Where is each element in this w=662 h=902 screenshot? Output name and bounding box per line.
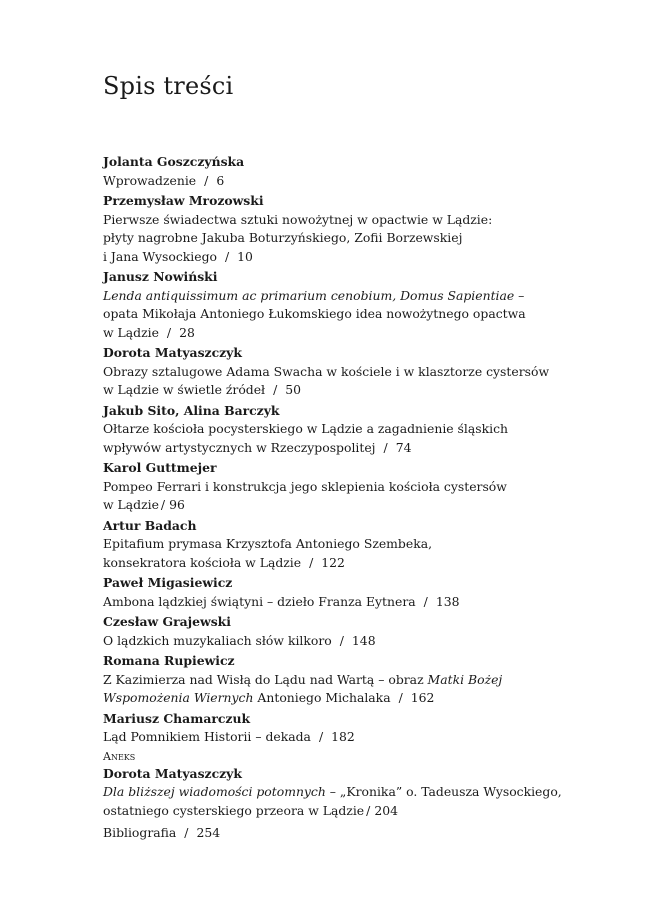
entry-title-line <box>103 728 623 747</box>
entry-title: w Lądzie w świetle źródeł <box>103 382 266 397</box>
entry-title-line: płyty nagrobne Jakuba Boturzyńskiego, Zofii Borzewskiej <box>103 230 463 245</box>
entry-title-line <box>103 593 623 612</box>
entry-title-line <box>103 632 623 651</box>
entry-title: ostatniego cysterskiego przeora w Lądzie <box>103 802 365 818</box>
entry-page: 254 <box>196 825 221 840</box>
toc-entry <box>103 268 623 342</box>
entry-title: konsekratora kościoła w Lądzie <box>103 554 302 570</box>
page-separator: / <box>166 324 172 340</box>
entry-author: Romana Rupiewicz <box>103 653 235 668</box>
page-separator: / <box>318 729 324 744</box>
toc-entry <box>103 765 623 821</box>
entry-title: Z Kazimierza nad Wisłą do Lądu nad Wartą – obraz <box>103 671 428 687</box>
page-separator: / <box>273 382 278 397</box>
entry-title-line <box>103 689 623 708</box>
entry-title-dash: – <box>514 287 525 303</box>
entry-title: Antoniego Michalaka <box>253 690 391 705</box>
entry-page: 10 <box>237 248 253 264</box>
table-of-contents <box>103 153 623 845</box>
entry-page: 96 <box>169 497 185 512</box>
entry-title-line: Ołtarze kościoła pocysterskiego w Lądzie a zagadnienie śląskich <box>103 421 509 436</box>
entry-author: Dorota Matyaszczyk <box>103 345 242 360</box>
entry-author: Mariusz Chamarczuk <box>103 710 251 726</box>
entry-author: Karol Guttmejer <box>103 460 217 475</box>
page-title: Spis treści <box>103 72 234 100</box>
page-separator: / <box>339 632 344 648</box>
entry-title: w Lądzie <box>103 497 159 512</box>
page-separator: / <box>160 497 166 512</box>
page-separator: / <box>184 825 189 840</box>
entry-title: Ambona lądzkiej świątyni – dzieło Franza Eytnera <box>103 593 416 609</box>
entry-author: Przemysław Mrozowski <box>103 193 264 208</box>
entry-page: 162 <box>410 690 435 705</box>
entry-page: 28 <box>179 324 195 340</box>
entry-title-line <box>103 172 623 191</box>
section-heading: Aneks <box>103 749 136 763</box>
entry-page: 6 <box>216 172 225 188</box>
entry-title: – „Kronika” o. Tadeusza Wysockiego, <box>325 784 562 799</box>
page-separator: / <box>383 439 388 455</box>
entry-title: wpływów artystycznych w Rzeczypospolitej <box>103 439 376 455</box>
entry-title-line <box>103 554 623 573</box>
entry-title-italic: Wspomożenia Wiernych <box>103 690 254 705</box>
entry-title-line <box>103 496 623 515</box>
toc-entry <box>103 517 623 573</box>
entry-title-line <box>103 671 623 690</box>
entry-title: O lądzkich muzykaliach słów kilkoro <box>103 632 332 648</box>
page-separator: / <box>366 802 371 818</box>
entry-title-line: Pompeo Ferrari i konstrukcja jego sklepienia kościoła cystersów <box>103 478 507 494</box>
entry-page: 204 <box>374 802 398 818</box>
entry-title-line <box>103 324 623 343</box>
toc-entry <box>103 344 623 400</box>
toc-entry <box>103 613 623 650</box>
entry-title-line <box>103 287 623 306</box>
toc-entry <box>103 192 623 266</box>
entry-author: Janusz Nowiński <box>103 269 218 284</box>
entry-title-line: Pierwsze świadectwa sztuki nowożytnej w opactwie w Lądzie: <box>103 211 493 227</box>
entry-page: 50 <box>285 382 302 397</box>
page-separator: / <box>398 690 403 705</box>
entry-title-line <box>103 248 623 267</box>
entry-title-italic: Lenda antiquissimum ac primarium cenobium, Domus Sapientiae <box>103 287 515 303</box>
entry-title-line <box>103 381 623 400</box>
toc-entry <box>103 652 623 708</box>
entry-title-italic: Dla bliższej wiadomości potomnych <box>103 784 326 799</box>
entry-title-line: Obrazy sztalugowe Adama Swacha w kościele i w klasztorze cystersów <box>103 363 550 379</box>
page-separator: / <box>423 593 428 609</box>
entry-title: i Jana Wysockiego <box>103 248 217 264</box>
entry-page: 148 <box>351 632 376 648</box>
page-separator: / <box>309 554 314 570</box>
entry-title: Wprowadzenie <box>103 172 197 188</box>
entry-title-line <box>103 439 623 458</box>
entry-title-line <box>103 824 623 843</box>
entry-title-line <box>103 783 623 802</box>
entry-title-italic: Matki Bożej <box>427 671 503 687</box>
toc-entry <box>103 574 623 611</box>
toc-entry <box>103 710 623 747</box>
entry-author: Jolanta Goszczyńska <box>103 154 245 169</box>
entry-title: w Lądzie <box>103 324 159 340</box>
entry-page: 74 <box>395 439 412 455</box>
page-separator: / <box>204 172 209 188</box>
entry-title-line: Epitafium prymasa Krzysztofa Antoniego Szembeka, <box>103 536 433 551</box>
entry-title-line <box>103 802 623 821</box>
toc-entry <box>103 153 623 190</box>
entry-page: 182 <box>331 729 355 744</box>
entry-author: Czesław Grajewski <box>103 614 231 629</box>
entry-author: Paweł Migasiewicz <box>103 575 233 590</box>
toc-entry-bibliography <box>103 824 623 843</box>
entry-author: Dorota Matyaszczyk <box>103 765 242 781</box>
toc-entry <box>103 402 623 458</box>
entry-author: Jakub Sito, Alina Barczyk <box>103 402 280 418</box>
entry-title: Ląd Pomnikiem Historii – dekada <box>103 729 311 744</box>
toc-entry <box>103 459 623 515</box>
entry-page: 122 <box>321 554 345 570</box>
page-separator: / <box>224 248 230 264</box>
entry-author: Artur Badach <box>103 517 197 533</box>
entry-title-line: opata Mikołaja Antoniego Łukomskiego idea nowożytnego opactwa <box>103 306 526 321</box>
entry-page: 138 <box>435 593 460 609</box>
entry-title: Bibliografia <box>103 825 177 840</box>
